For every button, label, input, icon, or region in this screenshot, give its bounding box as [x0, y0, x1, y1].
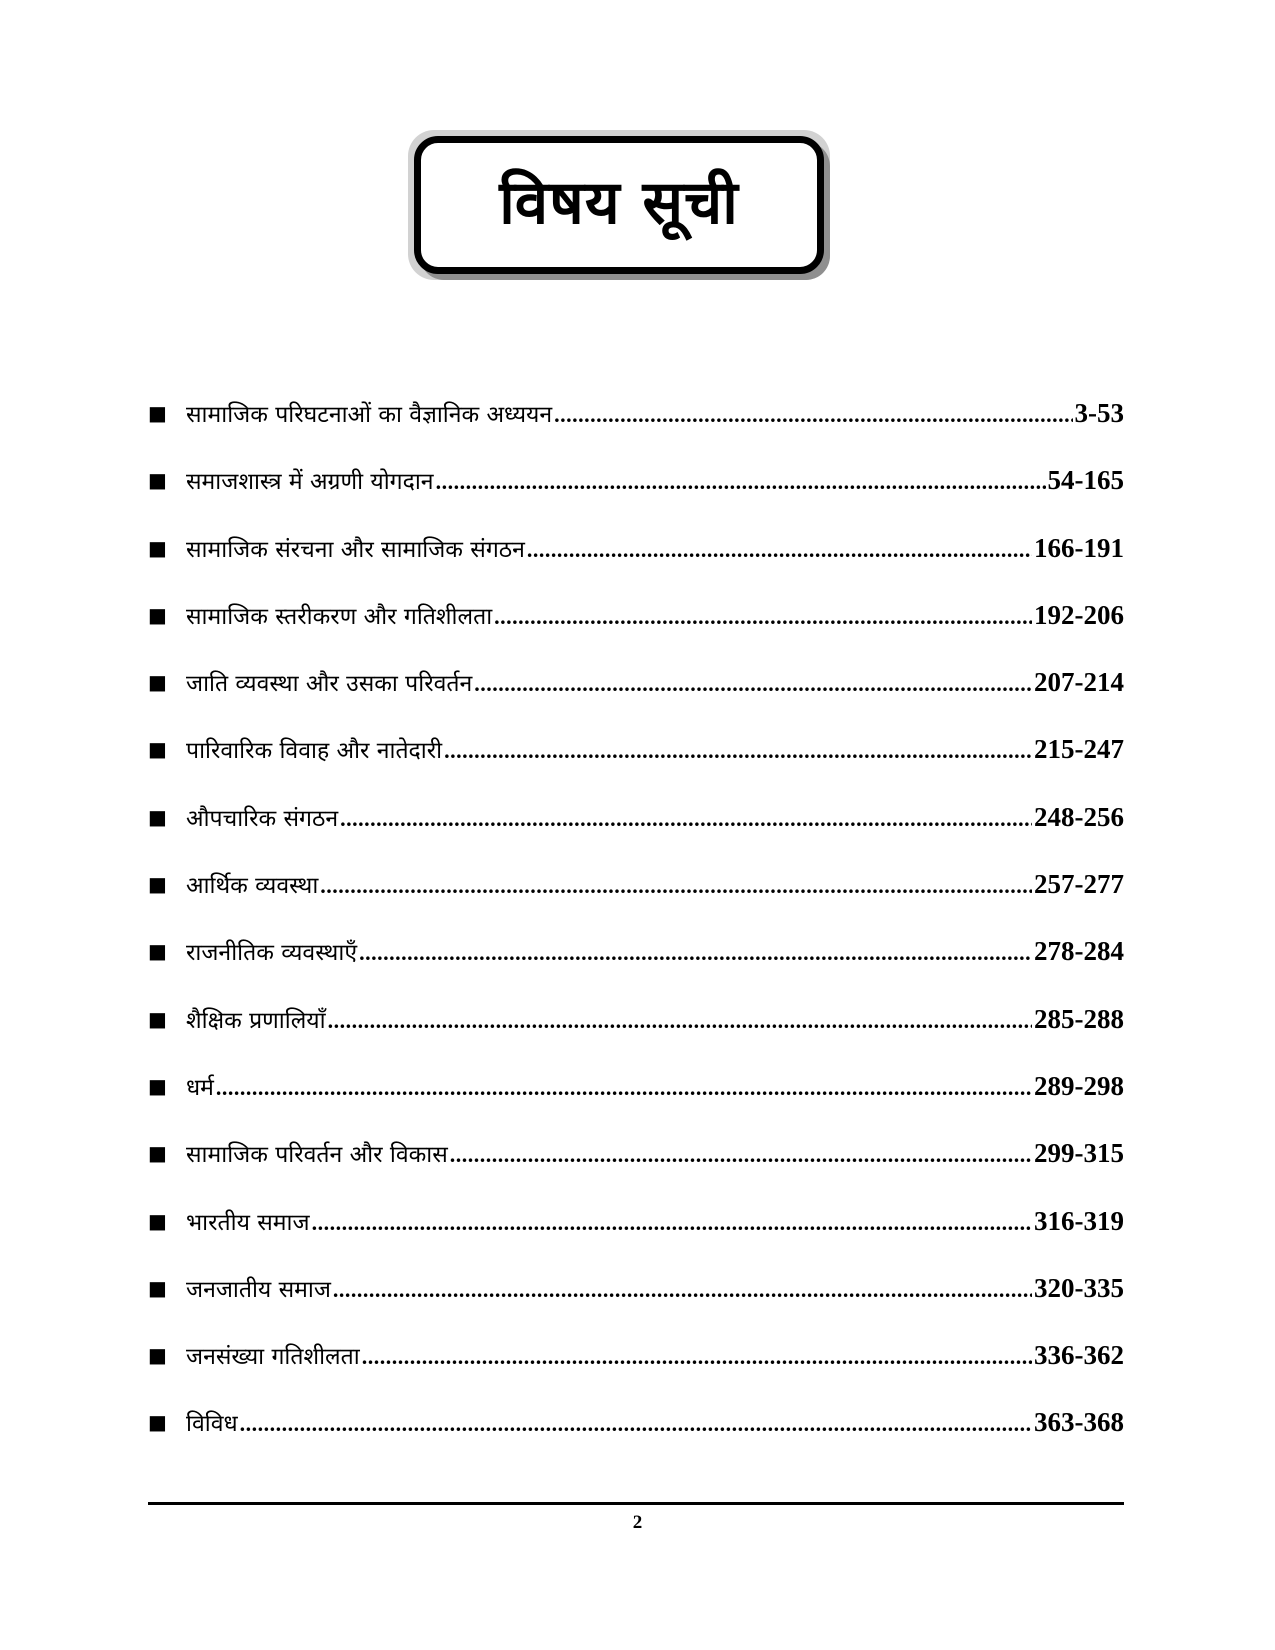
- dot-leader: [554, 404, 1072, 426]
- footer-rule: [148, 1502, 1124, 1505]
- toc-entry-title: सामाजिक परिघटनाओं का वैज्ञानिक अध्ययन: [186, 402, 553, 428]
- dot-leader: [333, 1279, 1032, 1301]
- square-bullet-icon: ■: [148, 872, 167, 897]
- toc-entry[interactable]: [148, 467, 1124, 534]
- toc-entry-title: भारतीय समाज: [186, 1209, 310, 1236]
- square-bullet-icon: ■: [148, 1141, 167, 1166]
- toc-entry[interactable]: [148, 871, 1124, 938]
- toc-entry-pages: 215-247: [1034, 734, 1124, 765]
- toc-entry-pages: 336-362: [1034, 1340, 1124, 1371]
- square-bullet-icon: ■: [148, 1343, 167, 1368]
- toc-entry-pages: 320-335: [1034, 1272, 1124, 1303]
- toc-entry-pages: 363-368: [1034, 1407, 1124, 1438]
- toc-entry-pages: 166-191: [1034, 532, 1124, 563]
- square-bullet-icon: ■: [148, 1073, 167, 1098]
- dot-leader: [216, 1077, 1032, 1099]
- square-bullet-icon: ■: [148, 1006, 167, 1031]
- square-bullet-icon: ■: [148, 1208, 167, 1233]
- toc-entry[interactable]: [148, 669, 1124, 736]
- dot-leader: [494, 606, 1032, 628]
- toc-entry-title: धर्म: [186, 1074, 214, 1101]
- dot-leader: [362, 1346, 1032, 1368]
- dot-leader: [450, 1144, 1032, 1166]
- dot-leader: [474, 673, 1032, 695]
- toc-entry[interactable]: [148, 532, 1124, 602]
- toc-entry-title: विविध: [186, 1411, 238, 1438]
- toc-entry[interactable]: [148, 1409, 1124, 1476]
- toc-entry-title: सामाजिक परिवर्तन और विकास: [186, 1142, 448, 1169]
- toc-entry[interactable]: [148, 1140, 1124, 1207]
- title-frame: [408, 130, 836, 290]
- dot-leader: [312, 1212, 1032, 1234]
- toc-entry[interactable]: [148, 801, 1124, 871]
- toc-entry[interactable]: [148, 1205, 1124, 1275]
- toc-entry-title: राजनीतिक व्यवस्थाएँ: [186, 940, 358, 967]
- toc-entry-title: औपचारिक संगठन: [186, 805, 339, 832]
- toc-entry[interactable]: [148, 1003, 1124, 1073]
- toc-entry[interactable]: [148, 400, 1124, 467]
- dot-leader: [527, 539, 1032, 561]
- toc-entry[interactable]: [148, 938, 1124, 1005]
- toc-entry-pages: 257-277: [1034, 869, 1124, 900]
- dot-leader: [436, 471, 1046, 493]
- square-bullet-icon: ■: [148, 1410, 167, 1435]
- square-bullet-icon: ■: [148, 737, 167, 762]
- toc-entry-title: समाजशास्त्र में अग्रणी योगदान: [186, 469, 434, 496]
- toc-entry-pages: 54-165: [1047, 465, 1124, 496]
- toc-entry-title: जनजातीय समाज: [186, 1276, 331, 1303]
- toc-entry-title: पारिवारिक विवाह और नातेदारी: [186, 738, 443, 765]
- toc-entry-title: आर्थिक व्यवस्था: [186, 873, 319, 900]
- title-box: [414, 136, 824, 274]
- dot-leader: [320, 875, 1032, 897]
- table-of-contents: [148, 400, 1124, 1477]
- toc-entry-pages: 3-53: [1074, 398, 1124, 428]
- toc-entry-pages: 207-214: [1034, 667, 1124, 698]
- square-bullet-icon: ■: [148, 468, 167, 493]
- square-bullet-icon: ■: [148, 939, 167, 964]
- toc-entry[interactable]: [148, 736, 1124, 803]
- toc-entry[interactable]: [148, 599, 1124, 669]
- toc-entry-title: सामाजिक स्तरीकरण और गतिशीलता: [186, 603, 493, 630]
- toc-entry-pages: 289-298: [1034, 1070, 1124, 1101]
- toc-entry-pages: 192-206: [1034, 599, 1124, 630]
- page-title: विषय सूची: [499, 168, 739, 238]
- toc-entry-title: शैक्षिक प्रणालियाँ: [186, 1007, 326, 1034]
- toc-entry-title: जाति व्यवस्था और उसका परिवर्तन: [186, 671, 473, 698]
- toc-entry-pages: 248-256: [1034, 801, 1124, 832]
- toc-entry-pages: 285-288: [1034, 1003, 1124, 1034]
- square-bullet-icon: ■: [148, 401, 167, 425]
- toc-entry[interactable]: [148, 1070, 1124, 1140]
- toc-entry-pages: 316-319: [1034, 1205, 1124, 1236]
- toc-entry[interactable]: [148, 1342, 1124, 1409]
- square-bullet-icon: ■: [148, 670, 167, 695]
- toc-entry-pages: 278-284: [1034, 936, 1124, 967]
- toc-entry-title: सामाजिक संरचना और सामाजिक संगठन: [186, 536, 525, 563]
- dot-leader: [359, 942, 1032, 964]
- square-bullet-icon: ■: [148, 804, 167, 829]
- square-bullet-icon: ■: [148, 1275, 167, 1300]
- page-number: 2: [632, 1512, 643, 1533]
- dot-leader: [340, 808, 1032, 830]
- toc-entry-pages: 299-315: [1034, 1138, 1124, 1169]
- dot-leader: [240, 1413, 1032, 1435]
- toc-entry[interactable]: [148, 1272, 1124, 1342]
- square-bullet-icon: ■: [148, 535, 167, 560]
- dot-leader: [444, 740, 1032, 762]
- square-bullet-icon: ■: [148, 602, 167, 627]
- dot-leader: [328, 1010, 1032, 1032]
- toc-entry-title: जनसंख्या गतिशीलता: [186, 1344, 360, 1371]
